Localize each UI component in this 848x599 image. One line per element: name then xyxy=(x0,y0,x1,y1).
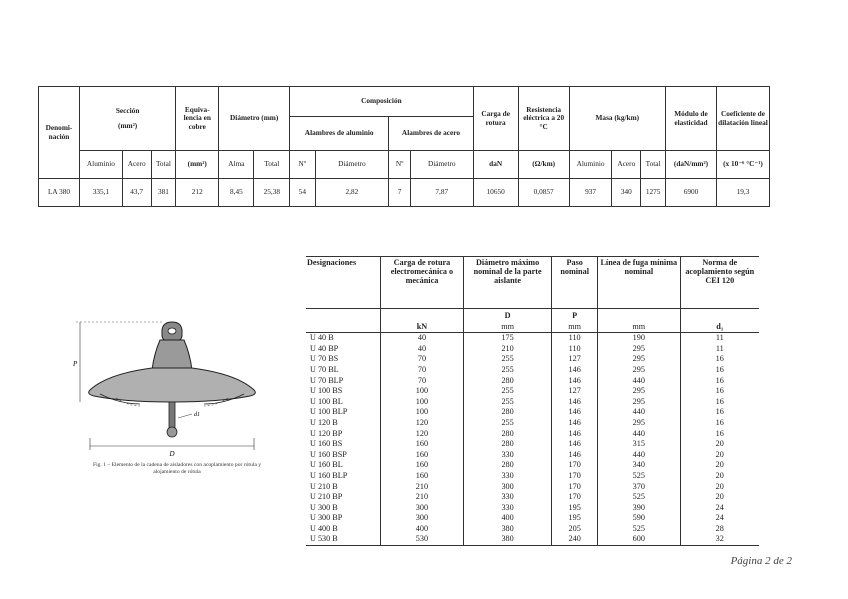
sub-modulo-unit: (daN/mm²) xyxy=(666,151,717,179)
header-seccion-unit: (mm²) xyxy=(118,120,138,130)
table-row xyxy=(306,333,759,344)
table-cell: U 70 BLP xyxy=(310,375,344,385)
table-cell: 440 xyxy=(598,376,681,387)
table-cell: 530 xyxy=(380,534,463,545)
header-carga: Carga de rotura electromecánica o mecánica xyxy=(380,257,463,309)
unit-paso xyxy=(552,309,598,333)
sub-carga-unit: daN xyxy=(473,151,518,179)
table-cell: 146 xyxy=(552,450,598,461)
unit-linea: mm xyxy=(598,309,681,333)
table-cell: 16 xyxy=(680,365,759,376)
table-cell: 295 xyxy=(598,344,681,355)
table-cell: U 70 BL xyxy=(310,364,339,374)
table-cell: 280 xyxy=(463,376,551,387)
table-row xyxy=(306,365,759,376)
table-cell: 400 xyxy=(380,524,463,535)
table-cell: 160 xyxy=(380,450,463,461)
table-cell: U 160 BL xyxy=(310,460,343,470)
table-cell: 146 xyxy=(552,407,598,418)
header-diametro: Diámetro (mm) xyxy=(219,87,290,151)
table-cell: 146 xyxy=(552,429,598,440)
header-carga: Carga de rotura xyxy=(473,87,518,151)
table-cell: U 300 BP xyxy=(310,513,343,523)
header-alambres-aluminio: Alambres de aluminio xyxy=(290,117,389,151)
table-cell: 295 xyxy=(598,397,681,408)
table-cell: 280 xyxy=(463,407,551,418)
table-cell: 210 xyxy=(380,492,463,503)
table-cell: 255 xyxy=(463,397,551,408)
table-cell: 330 xyxy=(463,492,551,503)
table-row xyxy=(306,460,759,471)
table-cell: 170 xyxy=(552,471,598,482)
table-cell: 16 xyxy=(680,386,759,397)
table-cell: 370 xyxy=(598,482,681,493)
table-cell: 70 xyxy=(380,365,463,376)
table-cell: 300 xyxy=(380,503,463,514)
header-seccion xyxy=(80,87,176,151)
table-cell: 8,45 xyxy=(219,179,254,207)
table-row xyxy=(39,179,770,207)
sub-masa-total: Total xyxy=(641,151,666,179)
sub-diametro: Diámetro xyxy=(315,151,389,179)
table-cell: 400 xyxy=(463,513,551,524)
table-row xyxy=(306,397,759,408)
table-cell: U 40 BP xyxy=(310,343,339,353)
conductor-table xyxy=(38,86,770,207)
page-footer: Página 2 de 2 xyxy=(730,555,792,567)
table-cell: 525 xyxy=(598,492,681,503)
table-cell: 255 xyxy=(463,354,551,365)
header-denominacion: Denomi-nación xyxy=(39,87,80,179)
table-cell: 146 xyxy=(552,439,598,450)
table-row xyxy=(306,407,759,418)
table-row xyxy=(306,344,759,355)
table-cell: 16 xyxy=(680,407,759,418)
table-cell: 20 xyxy=(680,450,759,461)
sub-total2: Total xyxy=(254,151,290,179)
table-cell: 195 xyxy=(552,513,598,524)
sub-n2: Nº xyxy=(389,151,411,179)
table-cell: 6900 xyxy=(666,179,717,207)
table-cell: 240 xyxy=(552,534,598,545)
table-cell: 70 xyxy=(380,376,463,387)
table-cell: 295 xyxy=(598,365,681,376)
table-cell: 16 xyxy=(680,354,759,365)
table-cell: 937 xyxy=(569,179,612,207)
table-row xyxy=(306,386,759,397)
header-composicion: Composición xyxy=(290,87,474,117)
sub-alma: Alma xyxy=(219,151,254,179)
table-cell: 300 xyxy=(463,482,551,493)
table-cell: 255 xyxy=(463,365,551,376)
table-cell: U 160 BLP xyxy=(310,470,348,480)
table-cell: 525 xyxy=(598,471,681,482)
header-paso: Paso nominal xyxy=(552,257,598,309)
table-cell: 170 xyxy=(552,460,598,471)
table-row xyxy=(306,471,759,482)
table-row xyxy=(306,376,759,387)
table-cell: 146 xyxy=(552,365,598,376)
table-cell: 335,1 xyxy=(80,179,123,207)
table-row xyxy=(306,524,759,535)
table-cell: 340 xyxy=(598,460,681,471)
table-cell: 120 xyxy=(380,418,463,429)
table-cell: 146 xyxy=(552,376,598,387)
table-cell: 110 xyxy=(552,333,598,344)
sub-resistencia-unit: (Ω/km) xyxy=(518,151,569,179)
table-cell: 170 xyxy=(552,492,598,503)
table-cell: 330 xyxy=(463,450,551,461)
table-cell: U 100 BS xyxy=(310,386,343,396)
table-cell: 24 xyxy=(680,503,759,514)
table-row xyxy=(306,354,759,365)
sub-masa-acero: Acero xyxy=(612,151,641,179)
table-cell: 295 xyxy=(598,354,681,365)
insulator-drawing xyxy=(76,322,255,450)
table-row xyxy=(306,503,759,514)
table-cell: 170 xyxy=(552,482,598,493)
table-row xyxy=(306,534,759,545)
table-cell: LA 380 xyxy=(39,179,80,207)
table-cell: 20 xyxy=(680,492,759,503)
table-row xyxy=(306,439,759,450)
table-cell: 280 xyxy=(463,429,551,440)
table-cell: 40 xyxy=(380,344,463,355)
table-cell: 315 xyxy=(598,439,681,450)
sub-coeficiente-unit: (x 10⁻⁶ °C⁻¹) xyxy=(717,151,770,179)
header-norma: Norma de acoplamiento según CEI 120 xyxy=(680,257,759,309)
table-cell: 20 xyxy=(680,482,759,493)
table-cell: 100 xyxy=(380,397,463,408)
unit-carga: kN xyxy=(380,309,463,333)
table-cell: 120 xyxy=(380,429,463,440)
header-coeficiente: Coeficiente de dilatación lineal xyxy=(717,87,770,151)
table-cell: 1275 xyxy=(641,179,666,207)
table-cell: 20 xyxy=(680,460,759,471)
table-cell: 20 xyxy=(680,471,759,482)
table-cell: 40 xyxy=(380,333,463,344)
table-cell: 210 xyxy=(463,344,551,355)
table-cell: 11 xyxy=(680,344,759,355)
table-cell: 146 xyxy=(552,418,598,429)
sub-n: Nº xyxy=(290,151,315,179)
table-cell: 28 xyxy=(680,524,759,535)
table-cell: 440 xyxy=(598,450,681,461)
table-cell: 255 xyxy=(463,418,551,429)
insulator-figure xyxy=(72,318,272,458)
table-cell: 100 xyxy=(380,407,463,418)
table-row xyxy=(306,492,759,503)
table-cell: 127 xyxy=(552,354,598,365)
unit-norma: d₁ xyxy=(680,309,759,333)
table-cell: U 70 BS xyxy=(310,354,339,364)
table-cell: 600 xyxy=(598,534,681,545)
table-cell: 212 xyxy=(176,179,219,207)
table-cell: 330 xyxy=(463,471,551,482)
table-cell: 590 xyxy=(598,513,681,524)
table-cell: 160 xyxy=(380,439,463,450)
table-cell: 380 xyxy=(463,524,551,535)
header-resistencia: Resistencia eléctrica a 20 °C xyxy=(518,87,569,151)
table-cell: 381 xyxy=(151,179,176,207)
table-cell: 160 xyxy=(380,460,463,471)
table-cell: 0,0857 xyxy=(518,179,569,207)
table-cell: 440 xyxy=(598,429,681,440)
unit-diametro xyxy=(463,309,551,333)
table-cell: U 100 BL xyxy=(310,396,343,406)
table-cell: U 530 B xyxy=(306,534,380,545)
table-cell: 330 xyxy=(463,503,551,514)
table-cell: 146 xyxy=(552,397,598,408)
table-cell: U 160 BSP xyxy=(310,449,347,459)
table-cell: 16 xyxy=(680,429,759,440)
table-row xyxy=(306,429,759,440)
table-cell: 20 xyxy=(680,439,759,450)
table-cell: 24 xyxy=(680,513,759,524)
table-cell: 16 xyxy=(680,418,759,429)
table-cell: 525 xyxy=(598,524,681,535)
table-cell: U 120 BP xyxy=(310,428,343,438)
table-cell: U 100 BLP xyxy=(310,407,348,417)
table-cell: 280 xyxy=(463,439,551,450)
header-diametro: Diámetro máximo nominal de la parte aislante xyxy=(463,257,551,309)
table-cell: U 120 B xyxy=(310,417,338,427)
table-cell: 295 xyxy=(598,386,681,397)
table-cell: 7 xyxy=(389,179,411,207)
sub-acero: Acero xyxy=(122,151,151,179)
table-cell: 127 xyxy=(552,386,598,397)
table-cell: 255 xyxy=(463,386,551,397)
table-cell: 70 xyxy=(380,354,463,365)
table-cell: 210 xyxy=(380,482,463,493)
unit-paso-symbol: P xyxy=(572,311,578,320)
table-row xyxy=(306,513,759,524)
table-cell: 16 xyxy=(680,376,759,387)
label-d: D xyxy=(169,450,175,458)
table-cell: U 210 BP xyxy=(310,492,343,502)
table-cell: 11 xyxy=(680,333,759,344)
table-cell: 54 xyxy=(290,179,315,207)
table-cell: 300 xyxy=(380,513,463,524)
table-cell: 295 xyxy=(598,418,681,429)
table-cell: U 40 B xyxy=(310,333,334,343)
table-cell: 100 xyxy=(380,386,463,397)
table-cell: 190 xyxy=(598,333,681,344)
table-cell: U 400 B xyxy=(310,523,338,533)
table-cell: 205 xyxy=(552,524,598,535)
table-cell: 340 xyxy=(612,179,641,207)
table-row xyxy=(306,450,759,461)
sub-masa-aluminio: Aluminio xyxy=(569,151,612,179)
table-cell: 2,82 xyxy=(315,179,389,207)
table-cell: 195 xyxy=(552,503,598,514)
table-cell: 16 xyxy=(680,397,759,408)
table-cell: 43,7 xyxy=(122,179,151,207)
sub-total: Total xyxy=(151,151,176,179)
table-cell: 10650 xyxy=(473,179,518,207)
table-cell: U 300 B xyxy=(310,502,338,512)
header-linea: Línea de fuga mínima nominal xyxy=(598,257,681,309)
label-p: P xyxy=(73,360,78,368)
unit-paso-mm: mm xyxy=(568,321,582,331)
header-designaciones: Designaciones xyxy=(306,257,380,309)
sub-aluminio: Aluminio xyxy=(80,151,123,179)
header-masa: Masa (kg/km) xyxy=(569,87,665,151)
table-row xyxy=(306,482,759,493)
table-cell: 110 xyxy=(552,344,598,355)
table-cell: 32 xyxy=(680,534,759,545)
label-d1: d1 xyxy=(194,412,200,418)
sub-diametro2: Diámetro xyxy=(410,151,473,179)
table-cell: 390 xyxy=(598,503,681,514)
table-cell: U 210 B xyxy=(310,481,338,491)
figure-caption: Fig. 1 – Elemento de la cadena de aisladores con acoplamiento por rótula y alojamiento de rótula xyxy=(92,462,262,475)
unit-diametro-mm: mm xyxy=(501,321,514,331)
table-cell: 280 xyxy=(463,460,551,471)
header-equivalencia: Equiva-lencia en cobre xyxy=(176,87,219,151)
insulator-table xyxy=(306,256,759,546)
table-row xyxy=(306,418,759,429)
table-cell: 440 xyxy=(598,407,681,418)
header-alambres-acero: Alambres de acero xyxy=(389,117,473,151)
table-cell: 19,3 xyxy=(717,179,770,207)
unit-diametro-symbol: D xyxy=(504,311,511,320)
header-modulo: Módulo de elasticidad xyxy=(666,87,717,151)
table-cell: 7,87 xyxy=(410,179,473,207)
table-cell: 175 xyxy=(463,333,551,344)
unit-designaciones xyxy=(306,309,380,333)
header-seccion-label: Sección xyxy=(115,106,140,116)
sub-equivalencia-unit: (mm²) xyxy=(176,151,219,179)
table-cell: 25,38 xyxy=(254,179,290,207)
table-cell: U 160 BS xyxy=(310,439,343,449)
table-cell: 380 xyxy=(463,534,551,545)
table-cell: 160 xyxy=(380,471,463,482)
